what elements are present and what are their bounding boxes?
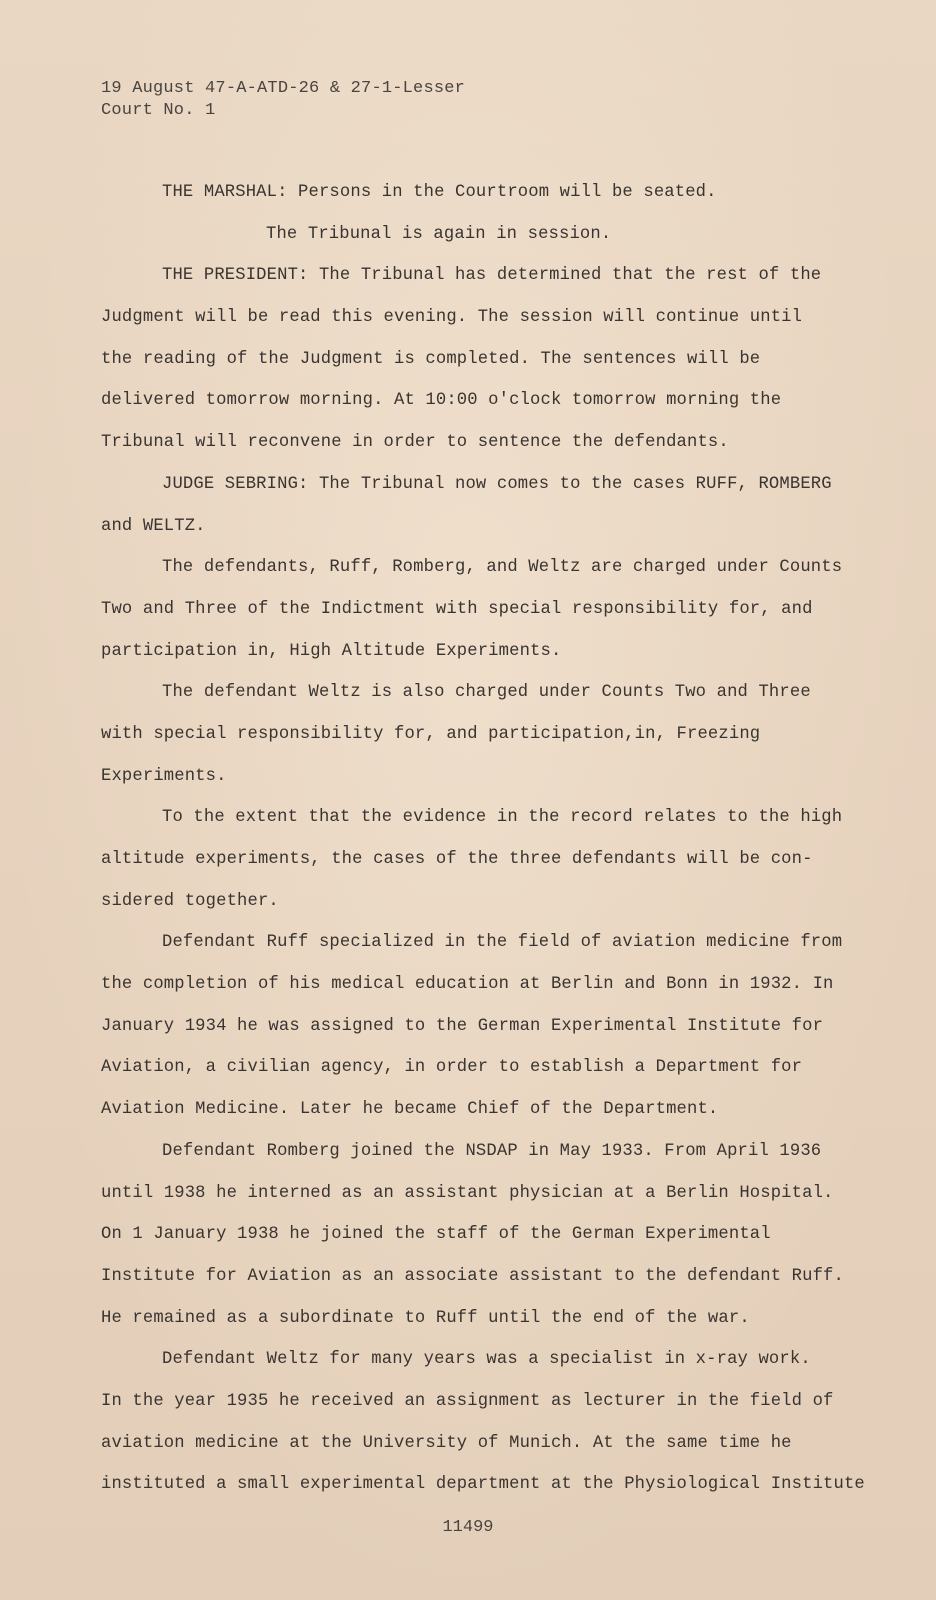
header-court-line: Court No. 1 xyxy=(101,101,216,120)
text-line: instituted a small experimental department at the Physiological Institute xyxy=(101,1475,865,1495)
text-line: participation in, High Altitude Experiments. xyxy=(101,641,562,661)
text-line: Defendant Weltz for many years was a specialist in x-ray work. xyxy=(162,1350,811,1370)
text-line: He remained as a subordinate to Ruff until the end of the war. xyxy=(101,1308,750,1328)
text-line: delivered tomorrow morning. At 10:00 o'clock tomorrow morning the xyxy=(101,391,782,411)
text-line: the completion of his medical education at Berlin and Bonn in 1932. In xyxy=(101,975,834,995)
text-line: Two and Three of the Indictment with special responsibility for, and xyxy=(101,599,813,619)
text-line: THE MARSHAL: Persons in the Courtroom will be seated. xyxy=(162,183,717,202)
text-line: aviation medicine at the University of Munich. At the same time he xyxy=(101,1433,792,1453)
text-line: and WELTZ. xyxy=(101,516,206,536)
text-line: altitude experiments, the cases of the three defendants will be con- xyxy=(101,850,813,869)
document-header xyxy=(101,78,465,122)
text-line: Defendant Romberg joined the NSDAP in May 1933. From April 1936 xyxy=(162,1141,822,1161)
text-line: The defendant Weltz is also charged under Counts Two and Three xyxy=(162,683,811,703)
text-line: until 1938 he interned as an assistant physician at a Berlin Hospital. xyxy=(101,1183,834,1203)
text-line: The Tribunal is again in session. xyxy=(266,224,612,244)
transcript-body xyxy=(101,178,865,1512)
text-line: Aviation Medicine. Later he became Chief of the Department. xyxy=(101,1100,719,1120)
header-date-line: 19 August 47-A-ATD-26 & 27-1-Lesser xyxy=(101,79,466,98)
text-line: Judgment will be read this evening. The session will continue until xyxy=(101,308,803,328)
text-line: Aviation, a civilian agency, in order to establish a Department for xyxy=(101,1058,803,1078)
text-line: Experiments. xyxy=(101,766,227,786)
page-number: 11499 xyxy=(442,1518,494,1537)
text-line: JUDGE SEBRING: The Tribunal now comes to the cases RUFF, ROMBERG xyxy=(162,474,832,494)
text-line: with special responsibility for, and participation,in, Freezing xyxy=(101,724,761,744)
text-line: sidered together. xyxy=(101,891,279,911)
text-line: The defendants, Ruff, Romberg, and Weltz are charged under Counts xyxy=(162,558,843,578)
text-line: Tribunal will reconvene in order to sentence the defendants. xyxy=(101,433,729,453)
text-line: Defendant Ruff specialized in the field of aviation medicine from xyxy=(162,933,843,953)
text-line: THE PRESIDENT: The Tribunal has determined that the rest of the xyxy=(162,266,822,286)
text-line: On 1 January 1938 he joined the staff of the German Experimental xyxy=(101,1225,771,1245)
text-line: Institute for Aviation as an associate assistant to the defendant Ruff. xyxy=(101,1266,844,1286)
text-line: the reading of the Judgment is completed. The sentences will be xyxy=(101,349,761,369)
text-line: In the year 1935 he received an assignment as lecturer in the field of xyxy=(101,1391,834,1411)
text-line: January 1934 he was assigned to the German Experimental Institute for xyxy=(101,1016,824,1036)
text-line: To the extent that the evidence in the record relates to the high xyxy=(162,808,843,828)
